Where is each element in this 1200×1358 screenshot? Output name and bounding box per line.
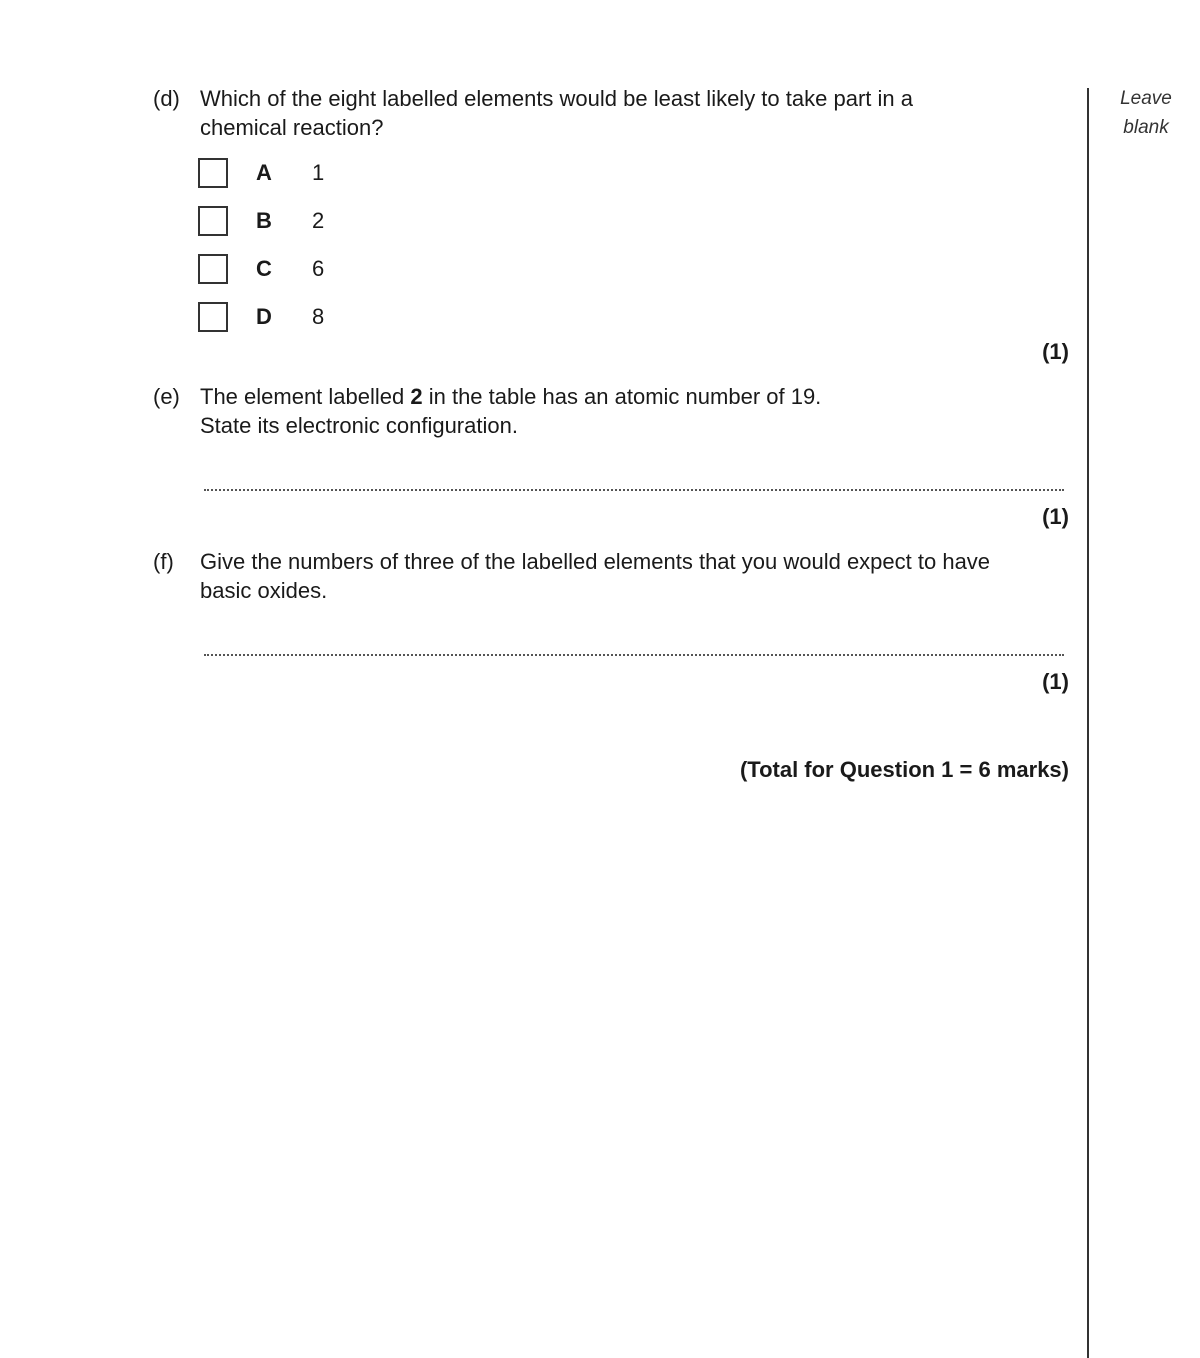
question-f-answer-line[interactable] [204,654,1064,656]
option-a[interactable] [198,158,398,192]
option-b-checkbox[interactable] [198,206,228,236]
option-b[interactable] [198,206,398,240]
question-d-label: (d) [153,86,180,111]
question-e-text-bold: 2 [410,384,423,409]
option-c-value: 6 [312,256,325,281]
leave-blank-note [1104,84,1188,142]
question-e-line1 [200,382,1040,411]
option-a-checkbox[interactable] [198,158,228,188]
question-d-marks: (1) [1042,339,1069,364]
option-c[interactable] [198,254,398,288]
question-e-marks: (1) [1042,504,1069,529]
option-b-value: 2 [312,208,325,233]
question-d-text: Which of the eight labelled elements would be least likely to take part in a chemical reaction? [200,86,913,140]
option-d-letter: D [256,304,272,329]
question-e-text-before: The element labelled [200,384,411,409]
question-e-line2: State its electronic configuration. [200,413,518,438]
question-e-answer-line[interactable] [204,489,1064,491]
option-a-letter: A [256,160,272,185]
option-b-letter: B [256,208,272,233]
question-e-label: (e) [153,384,180,409]
option-d-checkbox[interactable] [198,302,228,332]
option-d-value: 8 [312,304,325,329]
question-f-text: Give the numbers of three of the labelled elements that you would expect to have basic oxides. [200,549,991,603]
leave-label: Leave [1120,88,1172,109]
option-a-value: 1 [312,160,325,185]
question-e-text-after: in the table has an atomic number of 19. [422,384,822,409]
question-f-label: (f) [153,549,174,574]
option-d[interactable] [198,302,398,336]
option-c-checkbox[interactable] [198,254,228,284]
question-e-text [200,382,1040,440]
option-c-letter: C [256,256,272,281]
question-total: (Total for Question 1 = 6 marks) [739,757,1069,782]
question-f-marks: (1) [1042,669,1069,694]
margin-rule [1087,88,1089,1358]
blank-label: blank [1123,117,1169,138]
